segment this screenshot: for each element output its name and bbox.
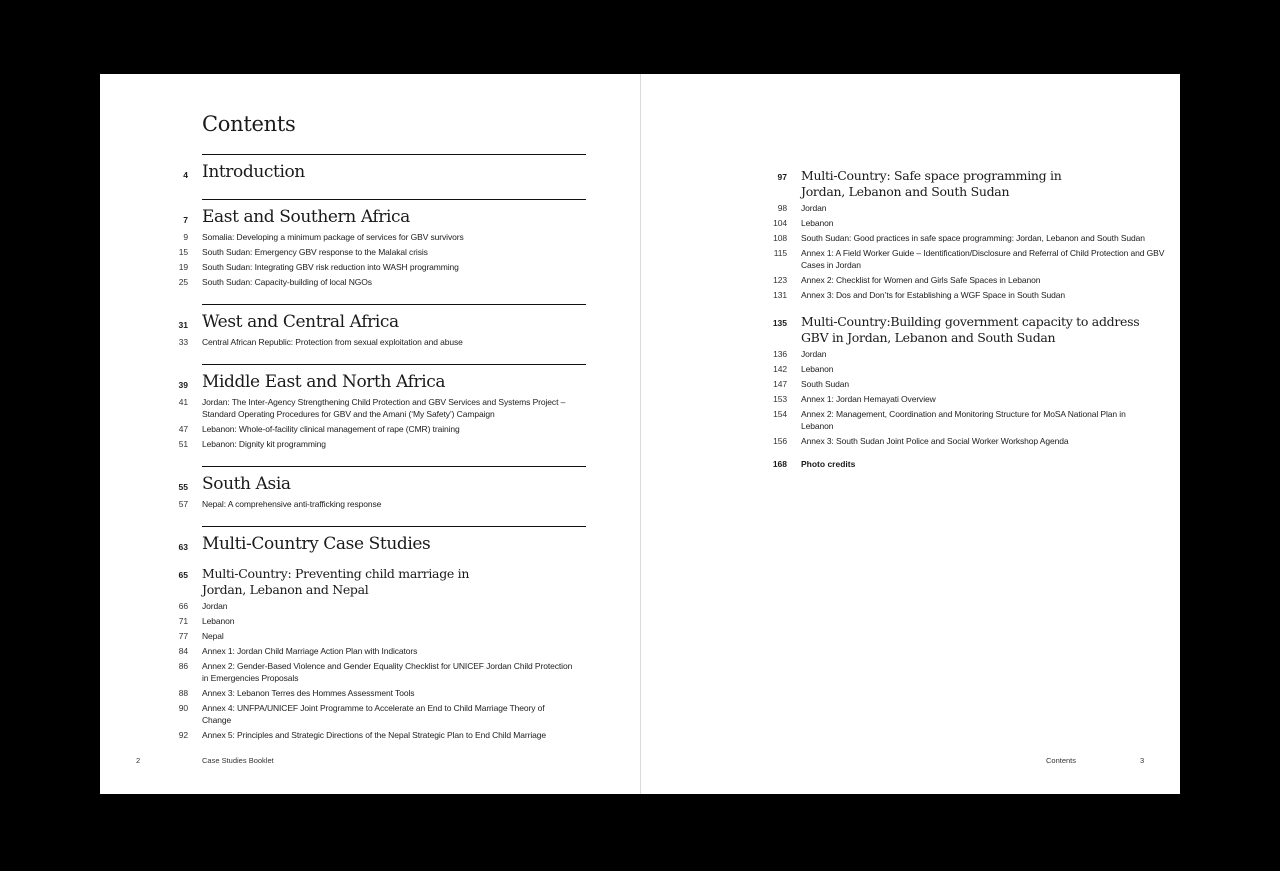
toc-entry[interactable]: [641, 406, 1181, 433]
entry-page-number: 57: [178, 498, 188, 509]
toc-entry[interactable]: [100, 496, 640, 511]
section-title[interactable]: East and Southern Africa: [202, 207, 410, 227]
entry-title: Lebanon: Dignity kit programming: [202, 438, 326, 449]
toc-entry[interactable]: [641, 215, 1181, 230]
entry-title: Annex 4: UNFPA/UNICEF Joint Programme to Accelerate an End to Child Marriage Theory of Change: [202, 702, 545, 725]
toc-entry[interactable]: [100, 259, 640, 274]
toc-entry[interactable]: [100, 334, 640, 349]
footer-label: Case Studies Booklet: [202, 756, 274, 765]
credits-title: Photo credits: [801, 459, 856, 469]
section-title[interactable]: Multi-Country Case Studies: [202, 534, 431, 554]
entry-title: Annex 2: Management, Coordination and Monitoring Structure for MoSA National Plan in Lebanon: [801, 408, 1126, 431]
entry-title: Annex 2: Checklist for Women and Girls Safe Spaces in Lebanon: [801, 274, 1041, 285]
toc-entry[interactable]: [100, 643, 640, 658]
section-page-number: 55: [178, 482, 188, 492]
section-page-number: 39: [178, 380, 188, 390]
toc-entry[interactable]: [100, 658, 640, 685]
toc-entry[interactable]: [641, 200, 1181, 215]
entry-page-number: 33: [178, 336, 188, 347]
entry-page-number: 88: [178, 687, 188, 698]
section-title[interactable]: West and Central Africa: [202, 312, 399, 332]
section-title[interactable]: Introduction: [202, 162, 305, 182]
entry-page-number: 156: [773, 435, 787, 446]
entry-title: Annex 5: Principles and Strategic Directions of the Nepal Strategic Plan to End Child Marriage: [202, 729, 547, 740]
toc-entry[interactable]: [641, 245, 1181, 272]
toc-entry[interactable]: [641, 361, 1181, 376]
entry-title: Lebanon: [202, 615, 235, 626]
toc-entry[interactable]: [641, 433, 1181, 448]
entry-title: Jordan: [801, 202, 827, 213]
section-rule: [202, 526, 586, 527]
toc-entry[interactable]: [100, 628, 640, 643]
entry-title: Annex 3: Dos and Don’ts for Establishing a WGF Space in South Sudan: [801, 289, 1066, 300]
section-multi-country: [100, 534, 640, 556]
section-rule: [202, 304, 586, 305]
entry-page-number: 66: [178, 600, 188, 611]
toc-entry[interactable]: [100, 274, 640, 289]
entry-page-number: 154: [773, 408, 787, 419]
section-introduction[interactable]: [100, 162, 640, 184]
entry-title: Lebanon: [801, 217, 834, 228]
entry-title: Annex 2: Gender-Based Violence and Gender Equality Checklist for UNICEF Jordan Child Protection in Emergencies Proposals: [202, 660, 573, 683]
toc-entry[interactable]: [641, 391, 1181, 406]
entry-title: Annex 3: South Sudan Joint Police and Social Worker Workshop Agenda: [801, 435, 1069, 446]
section-east-southern-africa: [100, 207, 640, 289]
subsection-safe-space: [641, 168, 1181, 302]
contents-title: Contents: [202, 112, 296, 136]
section-page-number: 63: [178, 542, 188, 552]
toc-entry[interactable]: [100, 685, 640, 700]
toc-entry[interactable]: [641, 272, 1181, 287]
entry-title: South Sudan: [801, 378, 850, 389]
photo-credits-entry[interactable]: [641, 458, 1181, 470]
entry-page-number: 9: [183, 231, 188, 242]
subsection-title[interactable]: Multi-Country: Safe space programming in Jordan, Lebanon and South Sudan: [801, 168, 1062, 199]
section-title[interactable]: South Asia: [202, 474, 291, 494]
section-page-number: 4: [183, 170, 188, 180]
entry-page-number: 98: [777, 202, 787, 213]
entry-page-number: 71: [178, 615, 188, 626]
book-spread: [100, 74, 1180, 794]
left-page: [100, 74, 640, 794]
entry-title: South Sudan: Integrating GBV risk reduction into WASH programming: [202, 261, 459, 272]
entry-title: Jordan: The Inter-Agency Strengthening Child Protection and GBV Services and Systems Project – Standard Operating Procedures for GBV and the Amani (‘My Safety’) Campaign: [202, 396, 566, 419]
entry-title: Annex 1: Jordan Child Marriage Action Plan with Indicators: [202, 645, 418, 656]
toc-entry[interactable]: [100, 613, 640, 628]
entry-page-number: 84: [178, 645, 188, 656]
section-middle-east-north-africa: [100, 372, 640, 451]
footer-label: Contents: [1046, 756, 1077, 765]
entry-page-number: 86: [178, 660, 188, 671]
entry-page-number: 104: [773, 217, 787, 228]
section-rule: [202, 154, 586, 155]
entry-title: South Sudan: Good practices in safe space programming: Jordan, Lebanon and South Sudan: [801, 232, 1145, 243]
subsection-title[interactable]: Multi-Country: Preventing child marriage in Jordan, Lebanon and Nepal: [202, 566, 470, 597]
toc-entry[interactable]: [641, 287, 1181, 302]
toc-entry[interactable]: [100, 229, 640, 244]
section-south-asia: [100, 474, 640, 511]
section-west-central-africa: [100, 312, 640, 349]
subsection-page-number: 135: [772, 318, 787, 328]
toc-entry[interactable]: [100, 727, 640, 742]
subsection-title[interactable]: Multi-Country:Building government capacity to address GBV in Jordan, Lebanon and South Sudan: [801, 314, 1140, 345]
entry-page-number: 136: [773, 348, 787, 359]
entry-page-number: 92: [178, 729, 188, 740]
entry-page-number: 90: [178, 702, 188, 713]
right-page: [641, 74, 1180, 794]
entry-title: South Sudan: Emergency GBV response to the Malakal crisis: [202, 246, 428, 257]
section-title[interactable]: Middle East and North Africa: [202, 372, 446, 392]
section-rule: [202, 364, 586, 365]
entry-page-number: 131: [773, 289, 787, 300]
subsection-child-marriage: [100, 566, 640, 742]
entry-page-number: 41: [178, 396, 188, 407]
section-rule: [202, 199, 586, 200]
entry-title: Annex 3: Lebanon Terres des Hommes Assessment Tools: [202, 687, 415, 698]
entry-page-number: 108: [773, 232, 787, 243]
section-rule: [202, 466, 586, 467]
toc-entry[interactable]: [641, 230, 1181, 245]
entry-title: Jordan: [801, 348, 827, 359]
subsection-page-number: 97: [777, 172, 787, 182]
toc-entry[interactable]: [641, 376, 1181, 391]
subsection-government-capacity: [641, 314, 1181, 448]
entry-page-number: 47: [178, 423, 188, 434]
toc-entry[interactable]: [100, 421, 640, 436]
entry-page-number: 153: [773, 393, 787, 404]
entry-page-number: 147: [773, 378, 787, 389]
credits-page-number: 168: [772, 459, 787, 469]
entry-title: Nepal: A comprehensive anti-trafficking response: [202, 498, 382, 509]
entry-page-number: 51: [178, 438, 188, 449]
entry-page-number: 25: [178, 276, 188, 287]
toc-entry[interactable]: [100, 598, 640, 613]
entry-page-number: 15: [178, 246, 188, 257]
entry-title: Annex 1: Jordan Hemayati Overview: [801, 393, 936, 404]
toc-entry[interactable]: [641, 346, 1181, 361]
entry-title: South Sudan: Capacity-building of local NGOs: [202, 276, 372, 287]
entry-title: Lebanon: Whole-of-facility clinical management of rape (CMR) training: [202, 423, 460, 434]
entry-page-number: 142: [773, 363, 787, 374]
entry-title: Nepal: [202, 630, 224, 641]
entry-title: Annex 1: A Field Worker Guide – Identification/Disclosure and Referral of Child Protection and GBV Cases in Jordan: [801, 247, 1165, 270]
toc-entry[interactable]: [100, 436, 640, 451]
entry-title: Somalia: Developing a minimum package of services for GBV survivors: [202, 231, 464, 242]
footer-page-number: 2: [136, 756, 141, 765]
entry-title: Central African Republic: Protection from sexual exploitation and abuse: [202, 336, 463, 347]
toc-entry[interactable]: [100, 244, 640, 259]
footer-page-number: 3: [1140, 756, 1145, 765]
section-page-number: 31: [178, 320, 188, 330]
entry-page-number: 77: [178, 630, 188, 641]
entry-title: Lebanon: [801, 363, 834, 374]
subsection-page-number: 65: [178, 570, 188, 580]
toc-entry[interactable]: [100, 394, 640, 421]
entry-page-number: 123: [773, 274, 787, 285]
entry-page-number: 19: [178, 261, 188, 272]
entry-title: Jordan: [202, 600, 228, 611]
section-page-number: 7: [183, 215, 188, 225]
entry-page-number: 115: [773, 247, 787, 258]
toc-entry[interactable]: [100, 700, 640, 727]
